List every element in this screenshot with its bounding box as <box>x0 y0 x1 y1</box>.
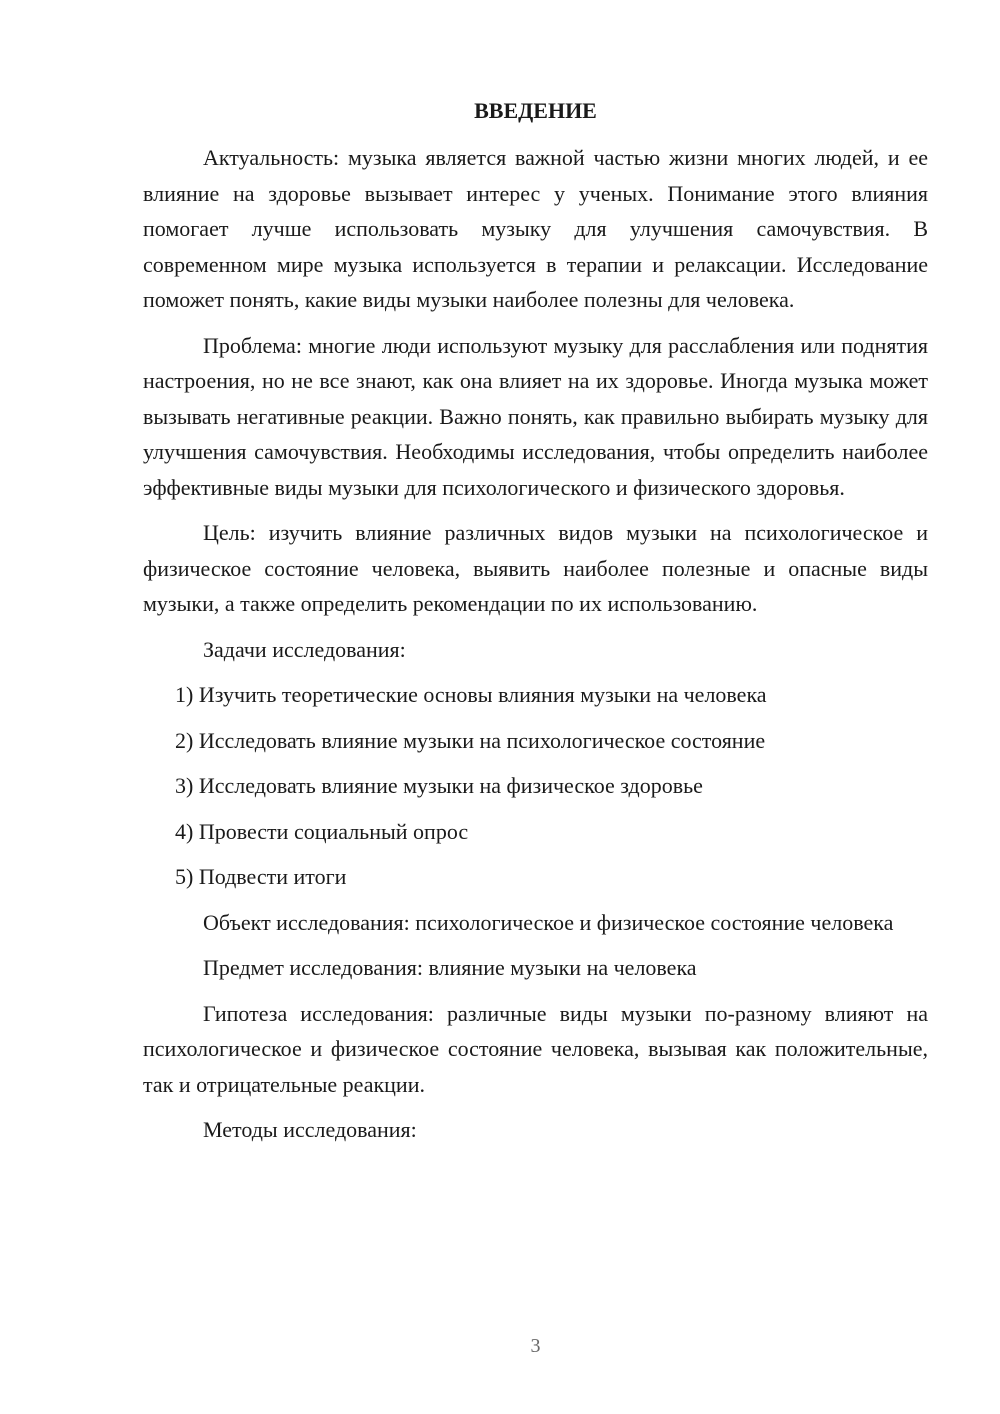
list-item: 4) Провести социальный опрос <box>175 818 469 844</box>
list-item: 3) Исследовать влияние музыки на физическое здоровье <box>175 773 703 798</box>
document-body <box>143 140 928 1158</box>
tasks-heading: Задачи исследования: <box>203 636 406 662</box>
hypothesis-paragraph: Гипотеза исследования: различные виды музыки по-разному влияют на психологическое и физическое состояние человека, вызывая как положительные, так и отрицательные реакции. <box>143 1000 928 1097</box>
list-item: 1) Изучить теоретические основы влияния музыки на человека <box>175 682 767 707</box>
document-page <box>143 0 928 1414</box>
list-item: 5) Подвести итоги <box>175 864 347 889</box>
object-paragraph: Объект исследования: психологическое и физическое состояние человека <box>203 909 894 935</box>
methods-heading: Методы исследования: <box>203 1117 417 1142</box>
page-number: 3 <box>530 1335 541 1357</box>
problem-paragraph: Проблема: многие люди используют музыку для расслабления или поднятия настроения, но не все знают, как она влияет на их здоровье. Иногда музыка может вызывать негативные реакции. Важно понять, как правильно выбирать музыку для улучшения самочувствия. Необходимы исследования, чтобы определить наиболее эффективные виды музыки для психологического и физического здоровья. <box>143 332 928 500</box>
goal-paragraph: Цель: изучить влияние различных видов музыки на психологическое и физическое состояние человека, выявить наиболее полезные и опасные виды музыки, а также определить рекомендации по их использованию. <box>143 520 928 616</box>
subject-paragraph: Предмет исследования: влияние музыки на человека <box>203 955 697 980</box>
relevance-paragraph: Актуальность: музыка является важной частью жизни многих людей, и ее влияние на здоровье вызывает интерес у ученых. Понимание этого влияния помогает лучше использовать музыку для улучшения самочувствия. В современном мире музыка используется в терапии и релаксации. Исследование поможет понять, какие виды музыки наиболее полезны для человека. <box>143 145 928 312</box>
page-title: ВВЕДЕНИЕ <box>474 98 597 123</box>
list-item: 2) Исследовать влияние музыки на психологическое состояние <box>175 727 766 753</box>
tasks-list <box>143 677 928 895</box>
